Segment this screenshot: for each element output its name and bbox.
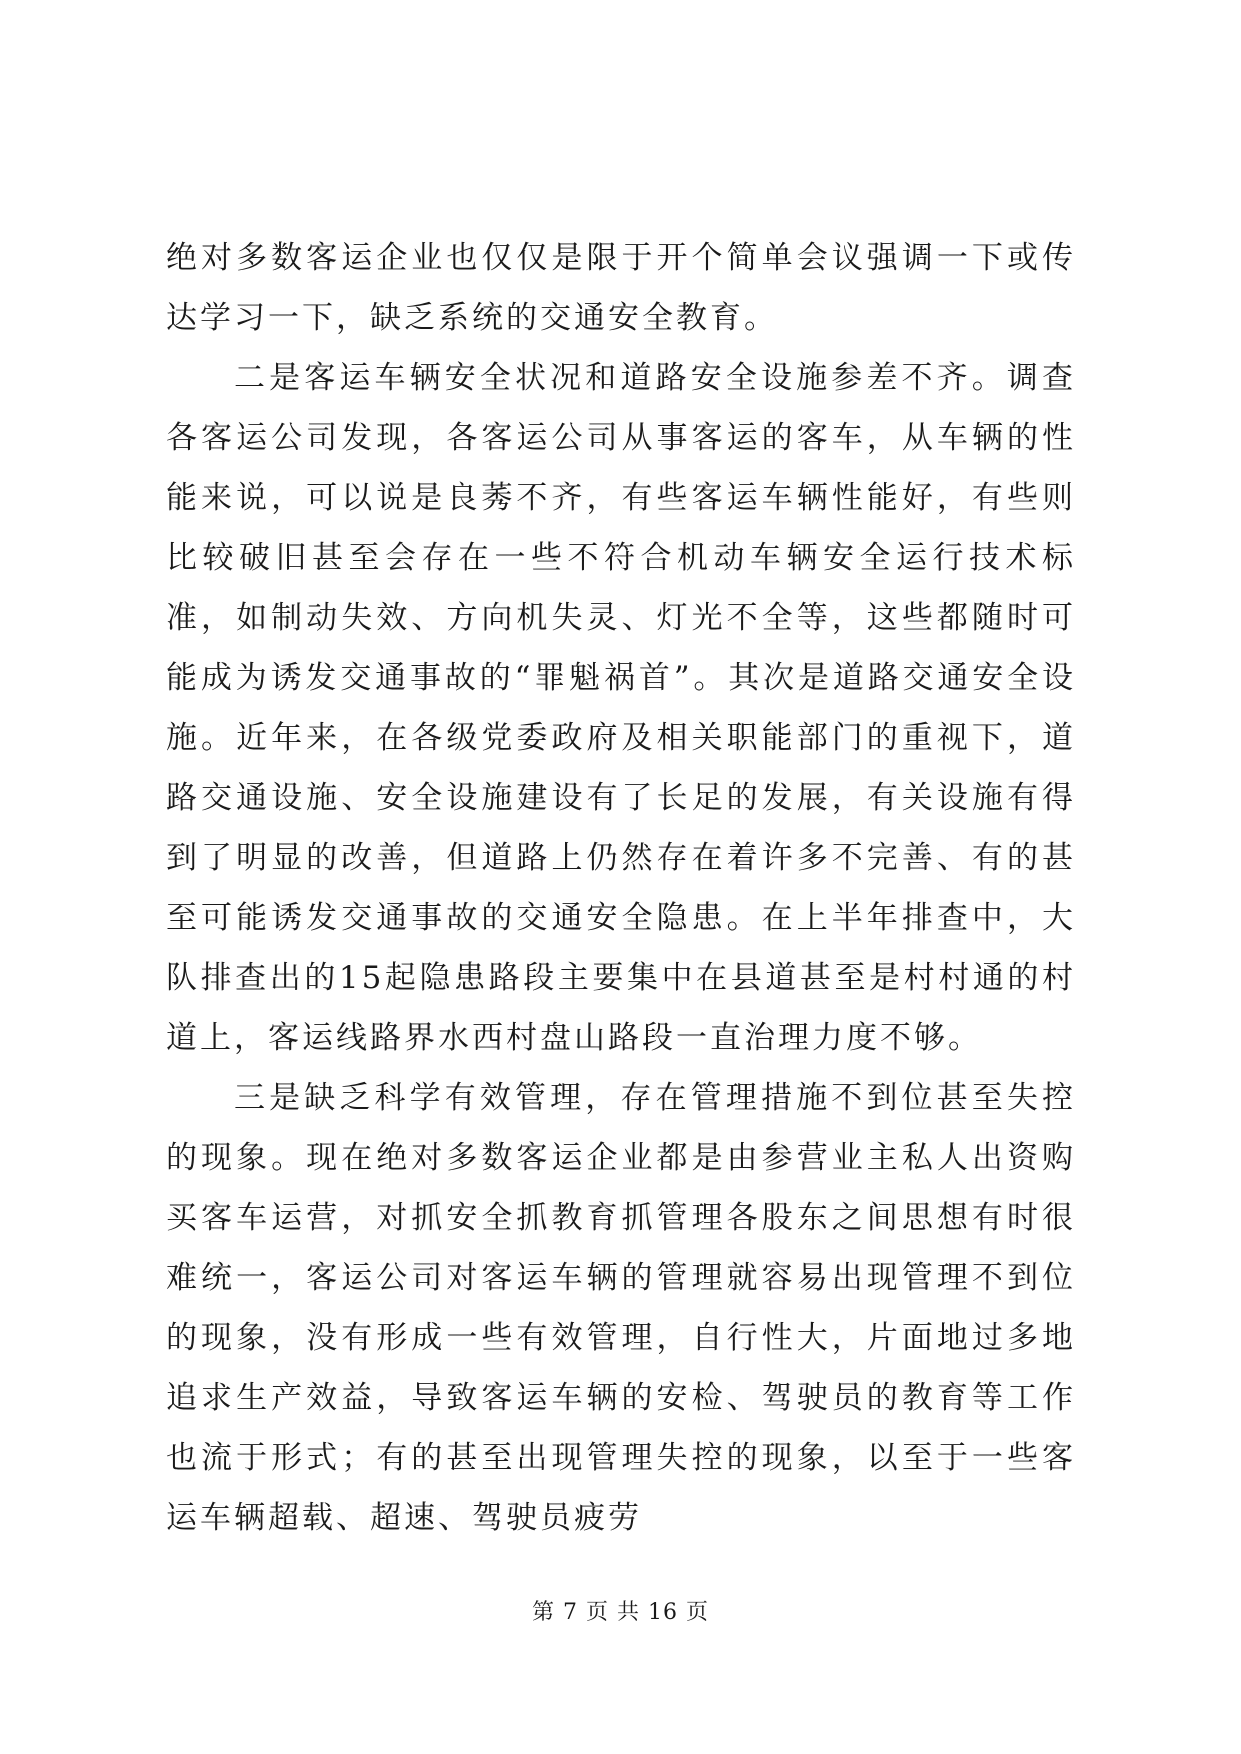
- paragraph-continuation: 绝对多数客运企业也仅仅是限于开个简单会议强调一下或传达学习一下，缺乏系统的交通安全教育。: [166, 240, 1076, 336]
- body-text: [166, 228, 1076, 1548]
- paragraph-point-three: 三是缺乏科学有效管理，存在管理措施不到位甚至失控的现象。现在绝对多数客运企业都是由参营业主私人出资购买客车运营，对抓安全抓教育抓管理各股东之间思想有时很难统一，客运公司对客运车辆的管理就容易出现管理不到位的现象，没有形成一些有效管理，自行性大，片面地过多地追求生产效益，导致客运车辆的安检、驾驶员的教育等工作也流于形式；有的甚至出现管理失控的现象，以至于一些客运车辆超载、超速、驾驶员疲劳: [166, 1080, 1076, 1536]
- paragraph-point-two: 二是客运车辆安全状况和道路安全设施参差不齐。调查各客运公司发现，各客运公司从事客运的客车，从车辆的性能来说，可以说是良莠不齐，有些客运车辆性能好，有些则比较破旧甚至会存在一些不符合机动车辆安全运行技术标准，如制动失效、方向机失灵、灯光不全等，这些都随时可能成为诱发交通事故的“罪魁祸首”。其次是道路交通安全设施。近年来，在各级党委政府及相关职能部门的重视下，道路交通设施、安全设施建设有了长足的发展，有关设施有得到了明显的改善，但道路上仍然存在着许多不完善、有的甚至可能诱发交通事故的交通安全隐患。在上半年排查中，大队排查出的15起隐患路段主要集中在县道甚至是村村通的村道上，客运线路界水西村盘山路段一直治理力度不够。: [166, 360, 1076, 1056]
- page-number-footer: 第 7 页 共 16 页: [532, 1600, 709, 1625]
